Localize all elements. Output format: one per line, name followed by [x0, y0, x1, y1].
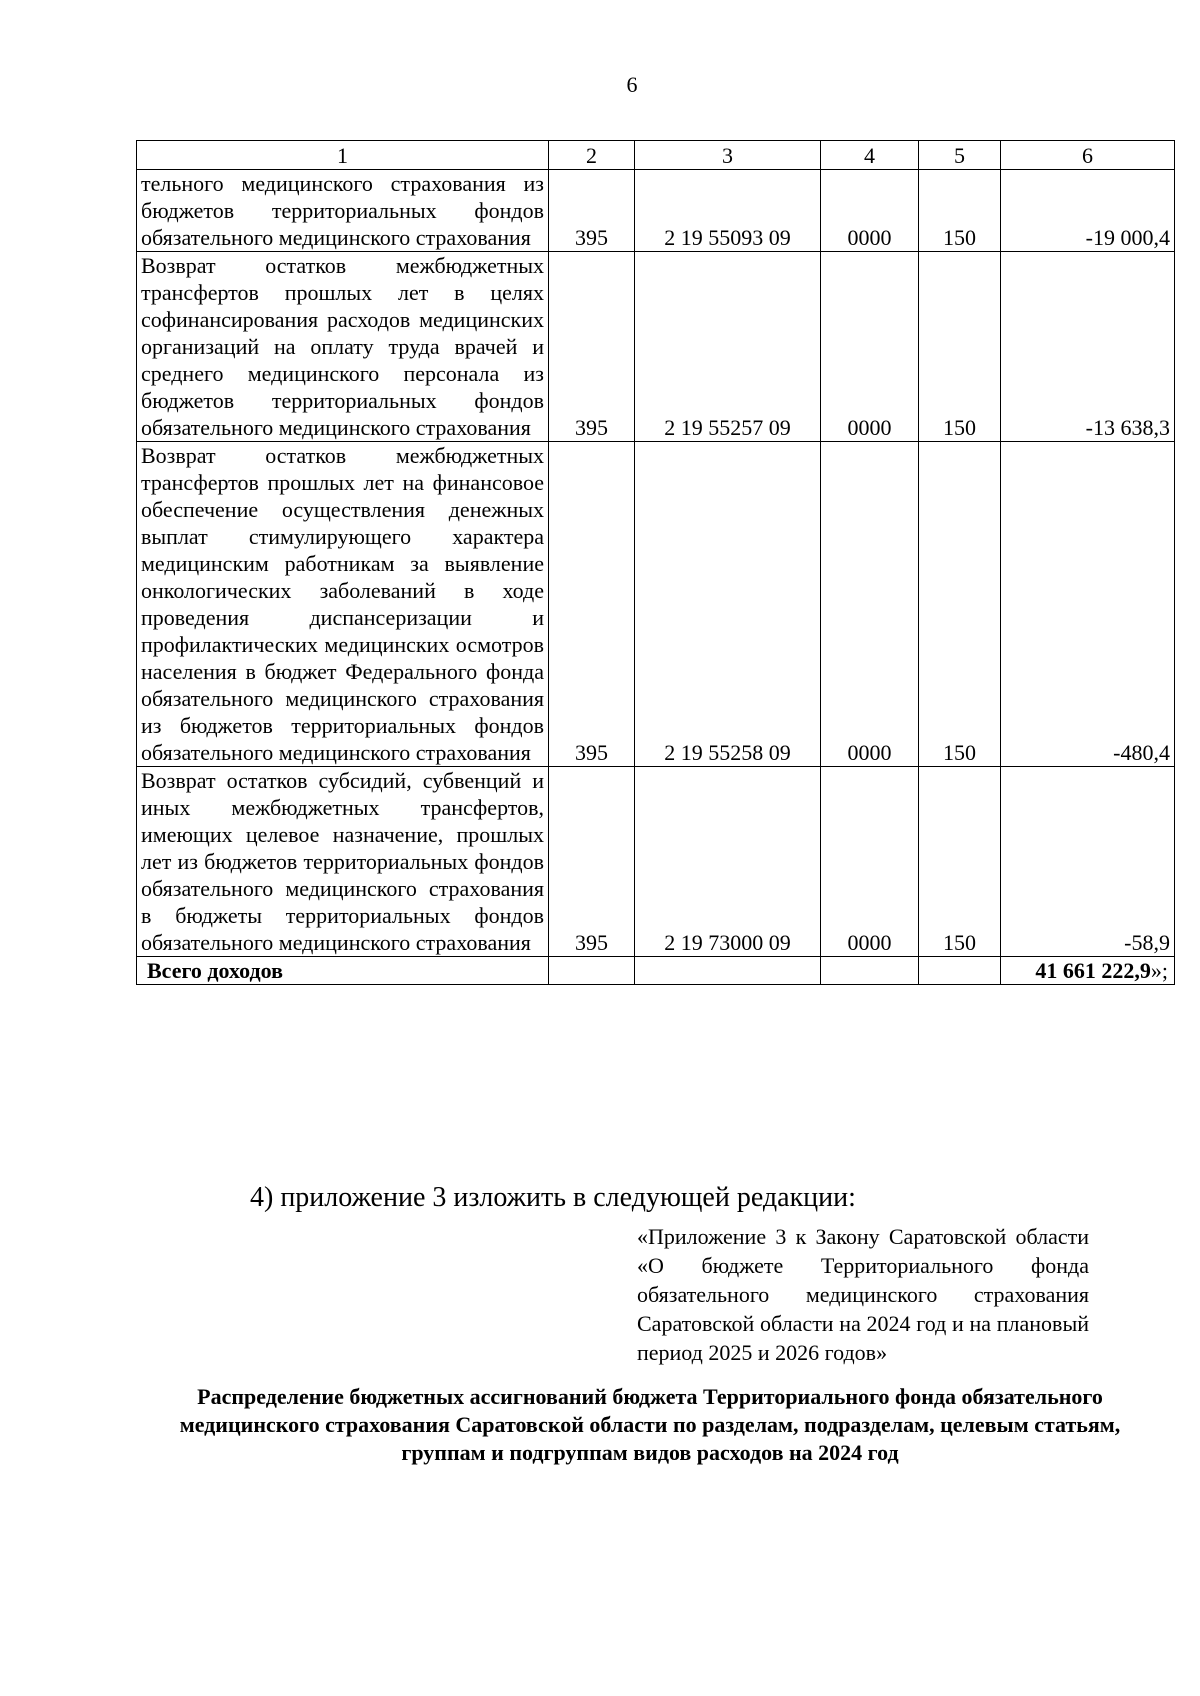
- amount: -58,9: [1001, 767, 1175, 957]
- column-header: 4: [821, 141, 919, 170]
- admin-code: 395: [549, 252, 635, 442]
- column-header: 1: [137, 141, 549, 170]
- row-description: Возврат остатков межбюджетных трансфертов прошлых лет на финансовое обеспечение осуществления денежных выплат стимулирующего характера медицинским работникам за выявление онкологических заболеваний в ходе проведения диспансеризации и профилактических медицинских осмотров населения в бюджет Федерального фонда обязательного медицинского страхования из бюджетов территориальных фондов обязательного медицинского страхования: [137, 442, 549, 767]
- row-description: тельного медицинского страхования из бюджетов территориальных фондов обязательного медицинского страхования: [137, 170, 549, 252]
- subtype-code: 0000: [821, 170, 919, 252]
- total-row: [137, 957, 1175, 985]
- total-amount: 41 661 222,9: [1035, 958, 1151, 983]
- subtype-code: 0000: [821, 252, 919, 442]
- admin-code: 395: [549, 767, 635, 957]
- column-header: 5: [919, 141, 1001, 170]
- total-label: Всего доходов: [137, 957, 549, 985]
- amount: -19 000,4: [1001, 170, 1175, 252]
- table-row: [137, 252, 1175, 442]
- type-code: 150: [919, 252, 1001, 442]
- subtype-code: 0000: [821, 442, 919, 767]
- row-description: Возврат остатков субсидий, субвенций и иных межбюджетных трансфертов, имеющих целевое назначение, прошлых лет из бюджетов территориальных фондов обязательного медицинского страхования в бюджеты территориальных фондов обязательного медицинского страхования: [137, 767, 549, 957]
- admin-code: 395: [549, 170, 635, 252]
- row-description: Возврат остатков межбюджетных трансфертов прошлых лет в целях софинансирования расходов медицинских организаций на оплату труда врачей и среднего медицинского персонала из бюджетов территориальных фондов обязательного медицинского страхования: [137, 252, 549, 442]
- table-row: [137, 767, 1175, 957]
- table-row: [137, 170, 1175, 252]
- revenue-code: 2 19 73000 09: [635, 767, 821, 957]
- section-title: Распределение бюджетных ассигнований бюджета Территориального фонда обязательного медицинского страхования Саратовской области по разделам, подразделам, целевым статьям, группам и подгруппам видов расходов на 2024 год: [179, 1384, 1121, 1465]
- type-code: 150: [919, 170, 1001, 252]
- column-header: 3: [635, 141, 821, 170]
- column-header: 6: [1001, 141, 1175, 170]
- admin-code: 395: [549, 442, 635, 767]
- income-table: [136, 140, 1175, 985]
- subtype-code: 0000: [821, 767, 919, 957]
- table-row: [137, 442, 1175, 767]
- revenue-code: 2 19 55258 09: [635, 442, 821, 767]
- revenue-code: 2 19 55257 09: [635, 252, 821, 442]
- type-code: 150: [919, 767, 1001, 957]
- revenue-code: 2 19 55093 09: [635, 170, 821, 252]
- total-amount-cell: [1001, 957, 1175, 985]
- table-header-row: [137, 141, 1175, 170]
- type-code: 150: [919, 442, 1001, 767]
- amendment-text: 4) приложение 3 изложить в следующей редакции:: [250, 1182, 856, 1213]
- amount: -480,4: [1001, 442, 1175, 767]
- page-number: 6: [626, 72, 638, 97]
- total-suffix: »;: [1150, 958, 1168, 983]
- column-header: 2: [549, 141, 635, 170]
- amount: -13 638,3: [1001, 252, 1175, 442]
- annex-reference: «Приложение 3 к Закону Саратовской области «О бюджете Территориального фонда обязательного медицинского страхования Саратовской области на 2024 год и на плановый период 2025 и 2026 годов»: [637, 1224, 1089, 1365]
